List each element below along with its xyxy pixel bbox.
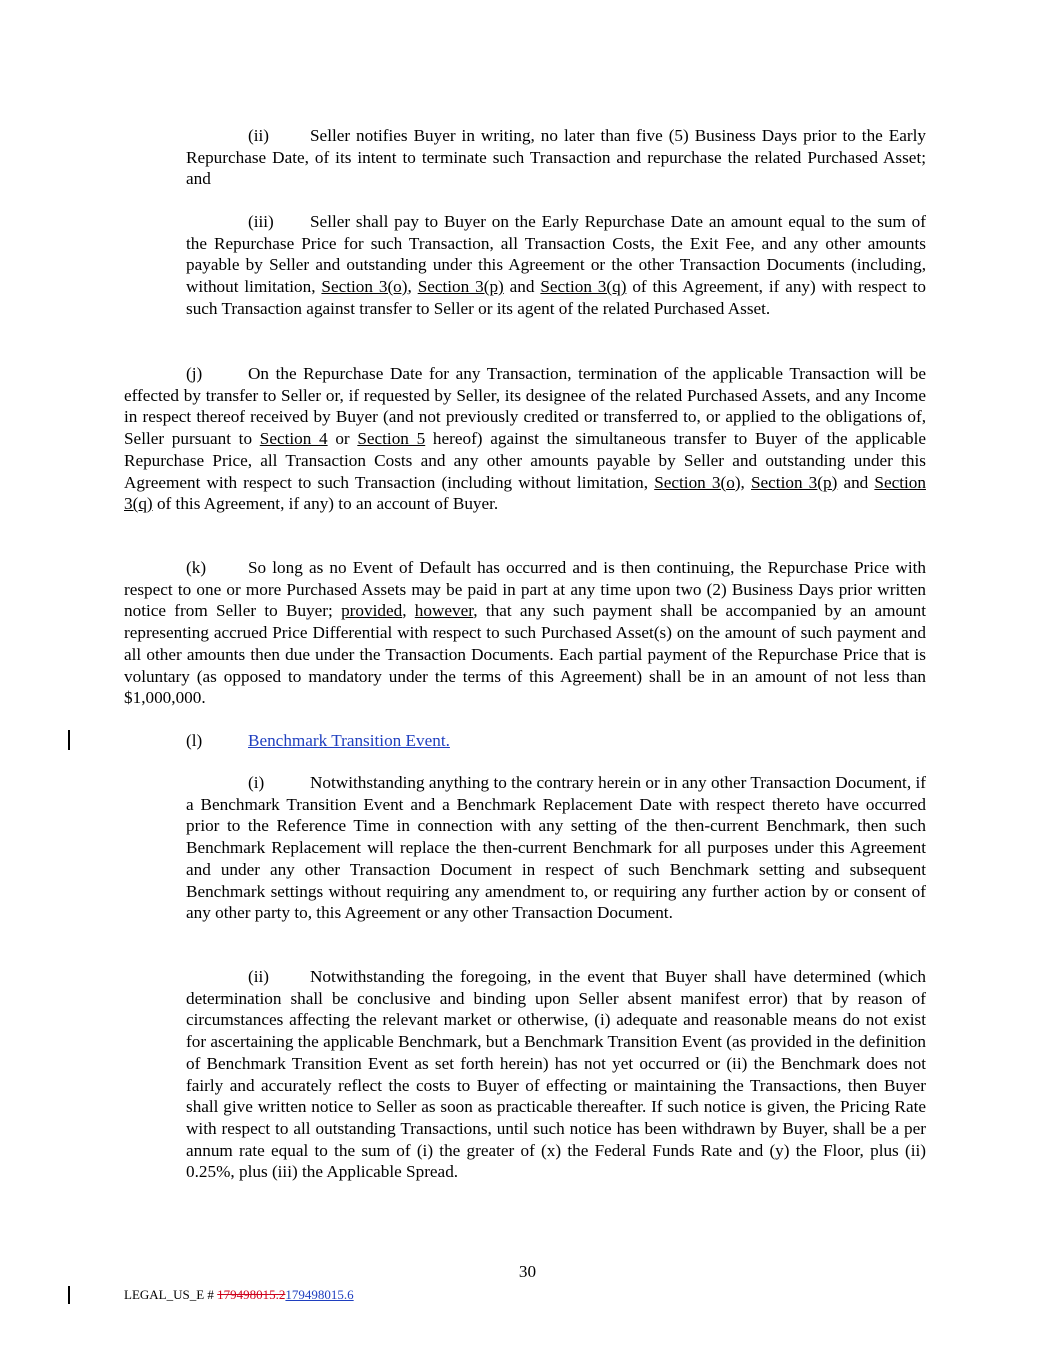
section-reference[interactable]: Section 3(p) bbox=[417, 277, 504, 297]
paragraph-label: (i) bbox=[248, 773, 265, 792]
section-reference[interactable]: Section 3(o) bbox=[654, 472, 741, 492]
paragraph-text: of this Agreement, if any) to an account of Buyer. bbox=[152, 494, 499, 514]
section-reference[interactable]: Section 4 bbox=[259, 429, 328, 449]
section-reference[interactable]: Section 5 bbox=[357, 429, 426, 449]
document-id-prefix: LEGAL_US_E # bbox=[124, 1287, 218, 1302]
paragraph-text: So long as no Event of Default has occurred and is then continuing, the Repurchase Price with respect to one or more Purchased Assets may be paid in part at any time upon two (2) Business Days prior written notice from Seller to Buyer; bbox=[124, 558, 926, 621]
paragraph-label: (ii) bbox=[248, 967, 269, 986]
paragraph-l bbox=[124, 730, 926, 752]
underlined-term: provided bbox=[341, 601, 403, 621]
section-heading-link[interactable]: Benchmark Transition Event. bbox=[248, 731, 450, 750]
paragraph-a-iii bbox=[186, 211, 926, 320]
paragraph-text: , that any such payment shall be accompanied by an amount representing accrued Price Differential with respect to such Purchased Asset(s) on the amount of such payment and all other amounts then due under the Transaction Documents. Each partial payment of the Repurchase Price that is voluntary (as opposed to mandatory under the terms of this Agreement) shall be in an amount of not less than $1,000,000. bbox=[124, 601, 927, 708]
paragraph-text: Seller notifies Buyer in writing, no later than five (5) Business Days prior to the Early Repurchase Date, of its intent to terminate such Transaction and repurchase the related Purchased Asset; and bbox=[186, 126, 926, 189]
paragraph-label: (k) bbox=[186, 558, 207, 577]
section-reference[interactable]: Section 3(q) bbox=[540, 277, 627, 297]
document-id-footer bbox=[124, 1287, 354, 1303]
paragraph-text: On the Repurchase Date for any Transaction, termination of the applicable Transaction will be effected by transfer to Seller or, if requested by Seller, its designee of the related Purchased Assets, and any Income in respect thereof received by Buyer (and not previously credited or transferred to, or applied to the obligations of, Seller pursuant to bbox=[124, 364, 926, 449]
revision-change-bar bbox=[68, 1286, 70, 1304]
paragraph-text: Seller shall pay to Buyer on the Early Repurchase Date an amount equal to the sum of the Repurchase Price for such Transaction, all Transaction Costs, the Exit Fee, and any other amounts payable by Seller and outstanding under this Agreement or the other Transaction Documents (including, without limitation, bbox=[186, 212, 926, 297]
text-separator: and bbox=[503, 277, 541, 297]
paragraph-text: Notwithstanding the foregoing, in the event that Buyer shall have determined (which determination shall be conclusive and binding upon Seller absent manifest error) that by reason of circumstances affecting the relevant market or otherwise, (i) adequate and reasonable means do not exist for ascertaining the applicable Benchmark, but a Benchmark Transition Event (as provided in the definition of Benchmark Transition Event as set forth herein) has not yet occurred or (ii) the Benchmark does not fairly and accurately reflect the costs to Buyer of effecting or maintaining the Transactions, then Buyer shall give written notice to Seller as soon as practicable thereafter. If such notice is given, the Pricing Rate with respect to all outstanding Transactions, until such notice has been withdrawn by Buyer, shall be a per annum rate equal to the sum of (i) the greater of (x) the Federal Funds Rate and (y) the Floor, plus (ii) 0.25%, plus (iii) the Applicable Spread. bbox=[186, 967, 926, 1182]
paragraph-text: hereof) against the simultaneous transfer to Buyer of the applicable Repurchase Price, all Transaction Costs and any other amounts payable by Seller and outstanding under this Agreement with respect to such Transaction (including without limitation, bbox=[124, 429, 927, 492]
text-separator: , bbox=[740, 472, 751, 492]
inserted-document-id[interactable]: 179498015.6 bbox=[285, 1287, 354, 1302]
revision-change-bar bbox=[68, 730, 70, 750]
deleted-document-id: 179498015.2 bbox=[217, 1287, 286, 1302]
page-number: 30 bbox=[518, 1262, 537, 1281]
paragraph-label: (ii) bbox=[248, 126, 269, 145]
underlined-term: however bbox=[414, 601, 474, 621]
paragraph-label: (j) bbox=[186, 364, 203, 383]
paragraph-label: (iii) bbox=[248, 212, 274, 231]
paragraph-l-i bbox=[186, 772, 926, 924]
paragraph-text: Notwithstanding anything to the contrary herein or in any other Transaction Document, if a Benchmark Transition Event and a Benchmark Replacement Date with respect thereto have occurred prior to the Reference Time in connection with any setting of the then-current Benchmark, then such Benchmark Replacement will replace the then-current Benchmark for all purposes under this Agreement and under any other Transaction Document in respect of such Benchmark setting and subsequent Benchmark settings without requiring any amendment to, or requiring any further action by or consent of any other party to, this Agreement or any other Transaction Document. bbox=[186, 773, 926, 923]
section-reference[interactable]: Section 3(o) bbox=[321, 277, 408, 297]
paragraph-text: of this Agreement, if any) with respect to such Transaction against transfer to Seller or its agent of the related Purchased Asset. bbox=[186, 277, 926, 318]
paragraph-label: (l) bbox=[186, 731, 203, 750]
text-separator: , bbox=[407, 277, 418, 297]
text-separator: or bbox=[327, 429, 358, 449]
text-separator: and bbox=[837, 472, 875, 492]
paragraph-j bbox=[124, 363, 926, 515]
paragraph-a-ii bbox=[186, 125, 926, 190]
paragraph-k bbox=[124, 557, 926, 709]
paragraph-l-ii bbox=[186, 966, 926, 1183]
text-separator: , bbox=[402, 601, 415, 621]
section-reference[interactable]: Section 3(p) bbox=[750, 472, 838, 492]
section-reference[interactable]: Section 3(q) bbox=[124, 472, 926, 514]
